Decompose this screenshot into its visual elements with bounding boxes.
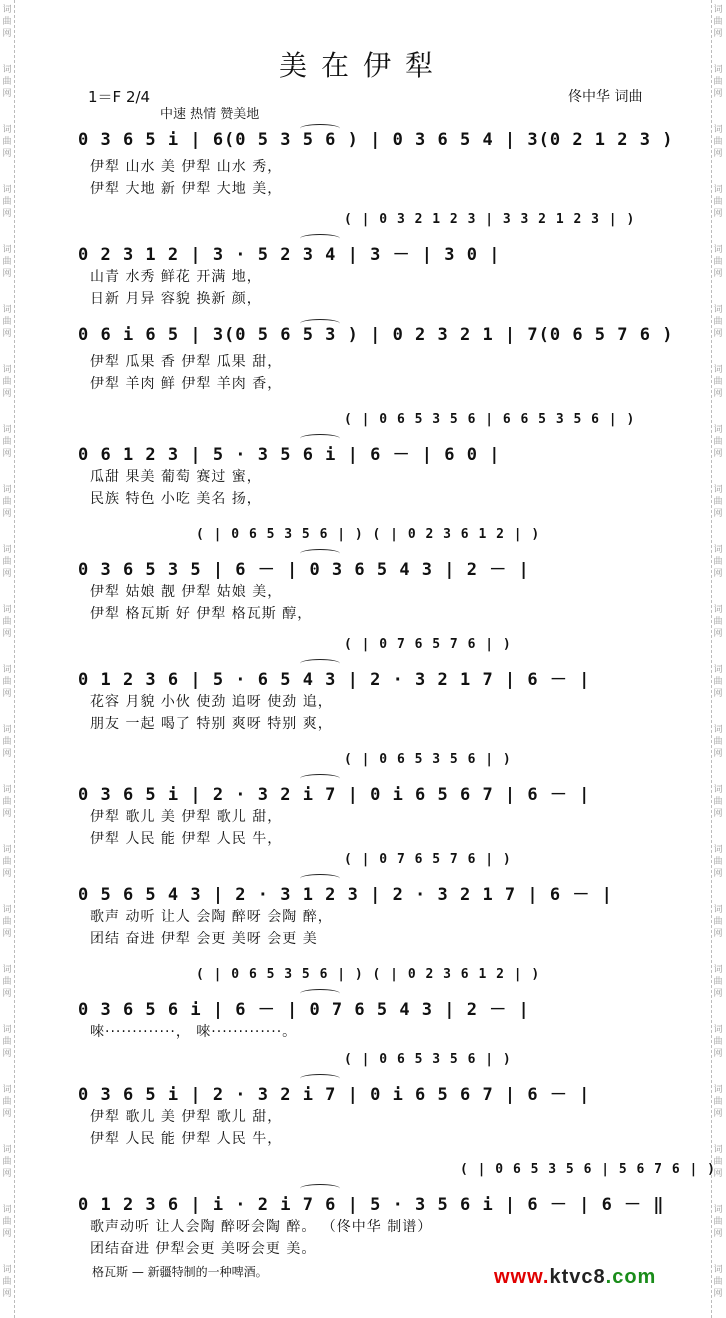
lyric-line: 唻·············， 唻·············。 [90, 1024, 298, 1040]
watermark-text: 词曲网 [2, 5, 12, 39]
lyric-line: 伊犁 大地 新 伊犁 大地 美， [90, 181, 283, 197]
watermark-text: 词曲网 [2, 725, 12, 759]
notation-line: 0 3 6 5 i | 2 · 3 2 i 7 | 0 i 6 5 6 7 | 6 － | [78, 785, 591, 805]
lyric-line: 团结 奋进 伊犁 会更 美呀 会更 美 [90, 931, 318, 947]
slur-mark [300, 774, 340, 783]
watermark-text: 词曲网 [2, 605, 12, 639]
watermark-text: 词曲网 [2, 845, 12, 879]
key-signature: 1＝F 2/4 [88, 88, 151, 106]
website-part-1: www. [494, 1266, 550, 1288]
slur-mark [300, 549, 340, 558]
watermark-text: 词曲网 [2, 545, 12, 579]
slur-mark [300, 989, 340, 998]
lyric-line: 日新 月异 容貌 换新 颜， [90, 291, 262, 307]
notation-line: 0 3 6 5 i | 6(0 5 3 5 6 ) | 0 3 6 5 4 | 3(0 2 1 2 3 ) [78, 130, 674, 150]
watermark-text: 词曲网 [2, 1025, 12, 1059]
notation-line: 0 6 1 2 3 | 5 · 3 5 6 i | 6 － | 6 0 | [78, 445, 501, 465]
watermark-text: 词曲网 [2, 365, 12, 399]
lyric-line: 伊犁 人民 能 伊犁 人民 牛， [90, 1131, 283, 1147]
watermark-text: 词曲网 [2, 425, 12, 459]
footnote: 格瓦斯 — 新疆特制的一种啤酒。 [92, 1265, 268, 1279]
lyric-line: 伊犁 歌儿 美 伊犁 歌儿 甜， [90, 1109, 283, 1125]
watermark-text: 词曲网 [713, 845, 723, 879]
watermark-text: 词曲网 [713, 1205, 723, 1239]
notation-line: 0 3 6 5 6 i | 6 － | 0 7 6 5 4 3 | 2 － | [78, 1000, 530, 1020]
watermark-text: 词曲网 [2, 665, 12, 699]
author-credit: 佟中华 词曲 [568, 89, 643, 105]
notation-line: 0 3 6 5 3 5 | 6 － | 0 3 6 5 4 3 | 2 － | [78, 560, 530, 580]
watermark-text: 词曲网 [713, 665, 723, 699]
watermark-text: 词曲网 [2, 125, 12, 159]
watermark-text: 词曲网 [713, 485, 723, 519]
watermark-text: 词曲网 [2, 1265, 12, 1299]
slur-mark [300, 659, 340, 668]
accompaniment-hint: ( | 0 6 5 3 5 6 | ) ( | 0 2 3 6 1 2 | ) [196, 967, 541, 982]
watermark-text: 词曲网 [713, 785, 723, 819]
accompaniment-hint: ( | 0 6 5 3 5 6 | 5 6 7 6 | ) [460, 1162, 716, 1177]
watermark-text: 词曲网 [2, 785, 12, 819]
lyric-line: 瓜甜 果美 葡萄 赛过 蜜， [90, 469, 262, 485]
accompaniment-hint: ( | 0 6 5 3 5 6 | ) [344, 752, 512, 767]
notation-line: 0 1 2 3 6 | 5 · 6 5 4 3 | 2 · 3 2 1 7 | 6 － | [78, 670, 591, 690]
slur-mark [300, 124, 340, 133]
watermark-text: 词曲网 [713, 365, 723, 399]
notation-line: 0 6 i 6 5 | 3(0 5 6 5 3 ) | 0 2 3 2 1 | 7(0 6 5 7 6 ) [78, 325, 674, 345]
lyric-line: 伊犁 瓜果 香 伊犁 瓜果 甜， [90, 354, 283, 370]
watermark-text: 词曲网 [2, 485, 12, 519]
watermark-text: 词曲网 [2, 1145, 12, 1179]
accompaniment-hint: ( | 0 6 5 3 5 6 | 6 6 5 3 5 6 | ) [344, 412, 636, 427]
watermark-text: 词曲网 [2, 1205, 12, 1239]
lyric-line: 歌声 动听 让人 会陶 醉呀 会陶 醉， [90, 909, 333, 925]
website-part-3: .com [605, 1266, 657, 1288]
lyric-line: 花容 月貌 小伙 使劲 追呀 使劲 追， [90, 694, 333, 710]
lyric-line: 伊犁 人民 能 伊犁 人民 牛， [90, 831, 283, 847]
lyric-line: 伊犁 歌儿 美 伊犁 歌儿 甜， [90, 809, 283, 825]
slur-mark [300, 874, 340, 883]
watermark-text: 词曲网 [2, 185, 12, 219]
watermark-text: 词曲网 [2, 965, 12, 999]
watermark-text: 词曲网 [713, 125, 723, 159]
lyric-line: 歌声动听 让人会陶 醉呀会陶 醉。 （佟中华 制谱） [90, 1219, 433, 1235]
slur-mark [300, 319, 340, 328]
watermark-text: 词曲网 [713, 185, 723, 219]
watermark-text: 词曲网 [713, 1265, 723, 1299]
watermark-text: 词曲网 [713, 65, 723, 99]
slur-mark [300, 234, 340, 243]
tempo-marking: 中速 热情 赞美地 [160, 107, 260, 122]
watermark-text: 词曲网 [713, 1025, 723, 1059]
slur-mark [300, 1184, 340, 1193]
watermark-text: 词曲网 [713, 905, 723, 939]
notation-line: 0 1 2 3 6 | i · 2 i 7 6 | 5 · 3 5 6 i | 6 － | 6 － ‖ [78, 1195, 665, 1215]
notation-line: 0 2 3 1 2 | 3 · 5 2 3 4 | 3 － | 3 0 | [78, 245, 501, 265]
watermark-text: 词曲网 [713, 605, 723, 639]
lyric-line: 民族 特色 小吃 美名 扬， [90, 491, 262, 507]
watermark-text: 词曲网 [2, 905, 12, 939]
watermark-text: 词曲网 [713, 1145, 723, 1179]
website-part-2: ktvc8 [549, 1266, 606, 1288]
accompaniment-hint: ( | 0 7 6 5 7 6 | ) [344, 852, 512, 867]
lyric-line: 伊犁 羊肉 鲜 伊犁 羊肉 香， [90, 376, 283, 392]
lyric-line: 朋友 一起 喝了 特别 爽呀 特别 爽， [90, 716, 333, 732]
notation-line: 0 3 6 5 i | 2 · 3 2 i 7 | 0 i 6 5 6 7 | 6 － | [78, 1085, 591, 1105]
watermark-text: 词曲网 [713, 5, 723, 39]
slur-mark [300, 1074, 340, 1083]
accompaniment-hint: ( | 0 3 2 1 2 3 | 3 3 2 1 2 3 | ) [344, 212, 636, 227]
watermark-text: 词曲网 [2, 1085, 12, 1119]
lyric-line: 山青 水秀 鲜花 开满 地， [90, 269, 262, 285]
watermark-text: 词曲网 [713, 425, 723, 459]
watermark-text: 词曲网 [713, 725, 723, 759]
watermark-text: 词曲网 [713, 245, 723, 279]
watermark-text: 词曲网 [713, 1085, 723, 1119]
lyric-line: 团结奋进 伊犁会更 美呀会更 美。 [90, 1241, 317, 1257]
watermark-text: 词曲网 [713, 305, 723, 339]
lyric-line: 伊犁 姑娘 靓 伊犁 姑娘 美， [90, 584, 283, 600]
watermark-text: 词曲网 [2, 245, 12, 279]
watermark-text: 词曲网 [713, 965, 723, 999]
watermark-text: 词曲网 [2, 305, 12, 339]
website-watermark [494, 1266, 656, 1289]
lyric-line: 伊犁 山水 美 伊犁 山水 秀， [90, 159, 283, 175]
watermark-text: 词曲网 [2, 65, 12, 99]
accompaniment-hint: ( | 0 6 5 3 5 6 | ) [344, 1052, 512, 1067]
slur-mark [300, 434, 340, 443]
accompaniment-hint: ( | 0 7 6 5 7 6 | ) [344, 637, 512, 652]
watermark-text: 词曲网 [713, 545, 723, 579]
notation-line: 0 5 6 5 4 3 | 2 · 3 1 2 3 | 2 · 3 2 1 7 | 6 － | [78, 885, 613, 905]
song-title: 美在伊犁 [278, 49, 447, 82]
lyric-line: 伊犁 格瓦斯 好 伊犁 格瓦斯 醇， [90, 606, 313, 622]
accompaniment-hint: ( | 0 6 5 3 5 6 | ) ( | 0 2 3 6 1 2 | ) [196, 527, 541, 542]
